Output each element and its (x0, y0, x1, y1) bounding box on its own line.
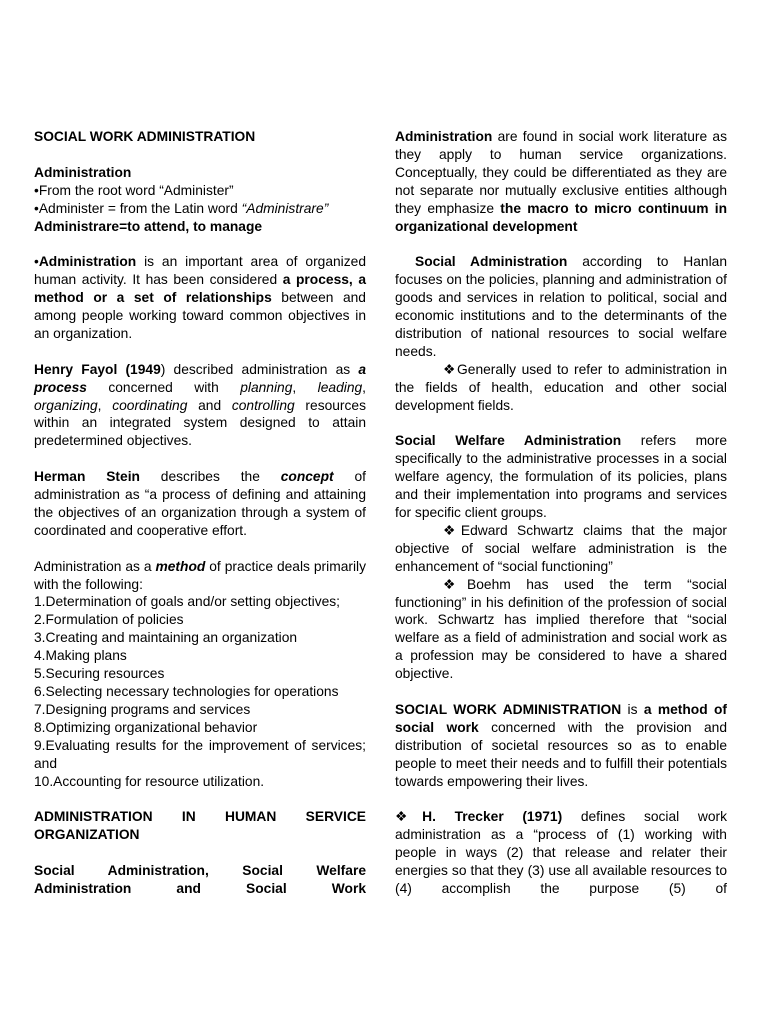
meaning-line: Administrare=to attend, to manage (34, 218, 263, 234)
root-word-line: •From the root word “Administer” (34, 182, 234, 198)
bullet-schwartz: ❖Edward Schwartz claims that the major objective of social welfare administration is the enhancement of “social functioning” (395, 522, 727, 574)
list-item: 2.Formulation of policies (34, 612, 184, 628)
section-heading-social-administration: Social Administration, Social Welfare Administration and Social Work (34, 863, 366, 896)
list-item: 1.Determination of goals and/or setting objectives; (34, 594, 341, 610)
bullet-boehm: ❖Boehm has used the term “social functioning” in his definition of the profession of social work. Schwartz has implied therefore that “social welfare as a field of administration and social work as a profession may be considered to have a shared objective. (395, 576, 727, 682)
list-item: 5.Securing resources (34, 666, 165, 682)
latin-word-line: •Administer = from the Latin word “Administrare” (34, 200, 329, 216)
paragraph-continuum: Administration are found in social work literature as they apply to human service organizations. Conceptually, they could be differentiated as they are not separate nor mutually exclusive entities although they emphasize the macro to micro continuum in organizational development (395, 129, 727, 234)
bullet-generally-used: ❖Generally used to refer to administration in the fields of health, education and other social development fields. (395, 361, 727, 413)
paragraph-social-administration: Social Administration according to Hanlan focuses on the policies, planning and administration of goods and services in relation to political, social and economic institutions and to the determinants of the distribution of national resources to social welfare needs. (395, 254, 727, 359)
section-heading-human-service: ADMINISTRATION IN HUMAN SERVICE ORGANIZATION (34, 809, 366, 843)
list-item: 6.Selecting necessary technologies for operations (34, 684, 339, 700)
document-title: SOCIAL WORK ADMINISTRATION (34, 129, 256, 144)
paragraph-administration: •Administration is an important area of organized human activity. It has been considered a process, a method or a set of relationships between and among people working toward common objectives in an organization. (34, 254, 367, 341)
administration-heading: Administration (34, 164, 132, 180)
list-item: 8.Optimizing organizational behavior (34, 719, 258, 735)
right-column (395, 128, 727, 898)
list-item: 3.Creating and maintaining an organization (34, 630, 298, 646)
paragraph-fayol: Henry Fayol (1949) described administration as a process concerned with planning, leading, organizing, coordinating and controlling resources within an integrated system designed to attain predetermined objectives. (34, 361, 367, 449)
paragraph-trecker: ❖H. Trecker (1971) defines social work administration as a “process of (1) working with people in ways (2) that release and relater their energies so that they (3) use all available resources to (4) accomplish the purpose (5) of (395, 809, 727, 896)
list-item: 9.Evaluating results for the improvement of services; and (34, 737, 366, 771)
left-column (34, 128, 366, 898)
paragraph-swa-definition: SOCIAL WORK ADMINISTRATION is a method of social work concerned with the provision and distribution of societal resources so as to enable people to meet their needs and to fulfill their potentials towards empowering their lives. (395, 701, 727, 789)
paragraph-stein: Herman Stein describes the concept of administration as “a process of defining and attaining the objectives of an organization through a system of coordinated and cooperative effort. (34, 469, 366, 538)
paragraph-method: Administration as a method of practice deals primarily with the following: (34, 558, 366, 592)
list-item: 7.Designing programs and services (34, 701, 251, 717)
paragraph-social-welfare-administration: Social Welfare Administration refers more specifically to the administrative processes in a social welfare agency, the formulation of its policies, plans and their implementation into programs and services for specific client groups. (395, 433, 727, 520)
list-item: 4.Making plans (34, 648, 127, 664)
list-item: 10.Accounting for resource utilization. (34, 773, 265, 789)
